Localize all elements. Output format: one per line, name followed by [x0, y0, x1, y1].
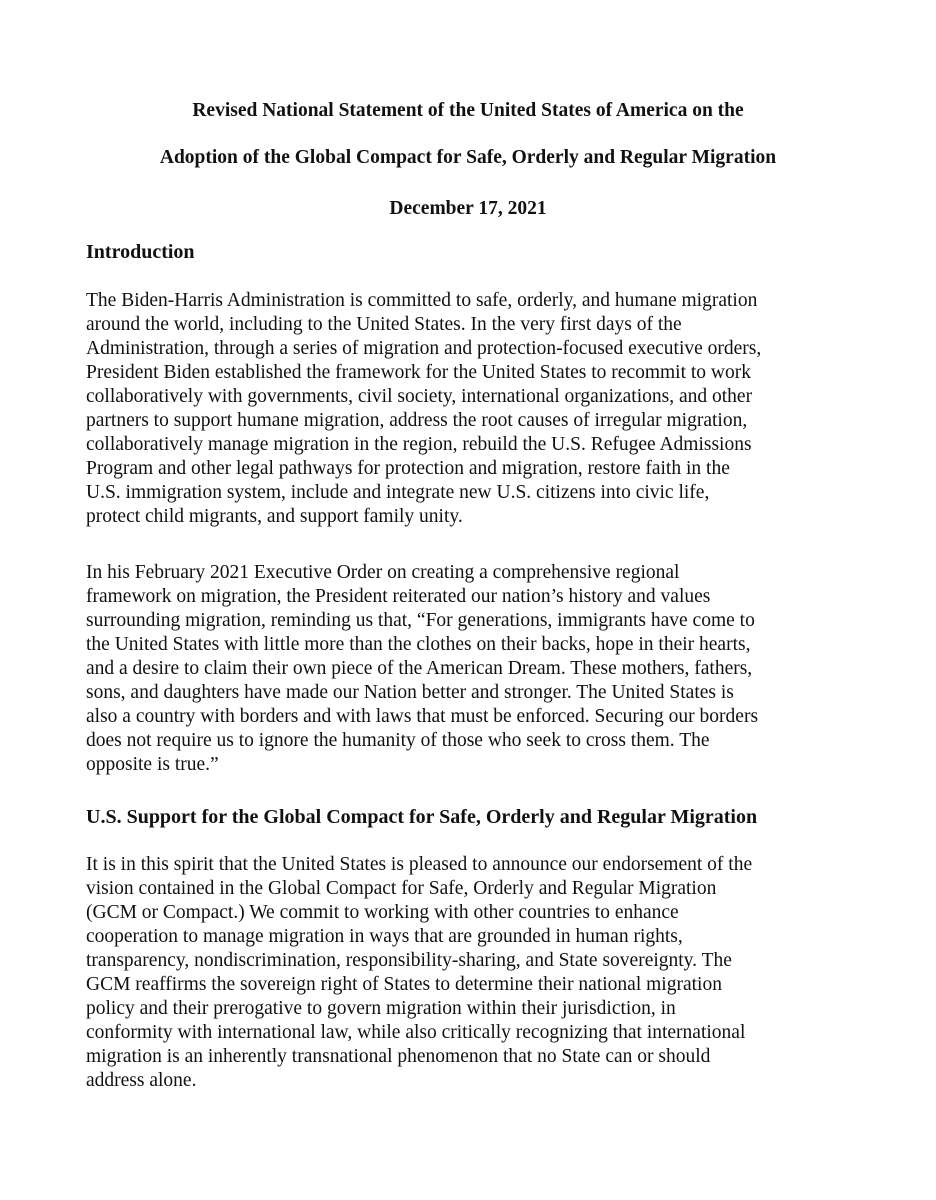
paragraph-intro-2 [86, 561, 886, 777]
paragraph-line: migration is an inherently transnational phenomenon that no State can or should [86, 1046, 711, 1067]
paragraph-line: sons, and daughters have made our Nation better and stronger. The United States is [86, 682, 734, 703]
paragraph-line: Program and other legal pathways for protection and migration, restore faith in the [86, 458, 730, 479]
paragraph-line: conformity with international law, while also critically recognizing that international [86, 1022, 746, 1043]
paragraph-line: address alone. [86, 1070, 197, 1091]
paragraph-line: surrounding migration, reminding us that, “For generations, immigrants have come to [86, 610, 755, 631]
paragraph-line: Administration, through a series of migration and protection-focused executive orders, [86, 338, 762, 359]
document-title-line-2: Adoption of the Global Compact for Safe, Orderly and Regular Migration [159, 147, 777, 168]
paragraph-line: U.S. immigration system, include and integrate new U.S. citizens into civic life, [86, 482, 710, 503]
paragraph-line: collaboratively manage migration in the region, rebuild the U.S. Refugee Admissions [86, 434, 752, 455]
paragraph-line: President Biden established the framework for the United States to recommit to work [86, 362, 752, 383]
paragraph-line: vision contained in the Global Compact for Safe, Orderly and Regular Migration [86, 878, 717, 899]
document-title-line-1: Revised National Statement of the United States of America on the [192, 100, 744, 121]
paragraph-line: around the world, including to the United States. In the very first days of the [86, 314, 682, 335]
paragraph-line: collaboratively with governments, civil society, international organizations, and other [86, 386, 753, 407]
paragraph-line: transparency, nondiscrimination, responsibility-sharing, and State sovereignty. The [86, 950, 732, 971]
paragraph-intro-1 [86, 289, 886, 529]
paragraph-line: policy and their prerogative to govern migration within their jurisdiction, in [86, 998, 676, 1019]
paragraph-line: cooperation to manage migration in ways that are grounded in human rights, [86, 926, 683, 947]
paragraph-line: partners to support humane migration, address the root causes of irregular migration, [86, 410, 748, 431]
paragraph-line: and a desire to claim their own piece of the American Dream. These mothers, fathers, [86, 658, 753, 679]
paragraph-line: In his February 2021 Executive Order on creating a comprehensive regional [86, 562, 680, 583]
paragraph-line: It is in this spirit that the United States is pleased to announce our endorsement of the [86, 854, 753, 875]
section-heading-us-support: U.S. Support for the Global Compact for Safe, Orderly and Regular Migration [86, 806, 758, 828]
paragraph-line: The Biden-Harris Administration is committed to safe, orderly, and humane migration [86, 290, 758, 311]
paragraph-line: (GCM or Compact.) We commit to working with other countries to enhance [86, 902, 679, 923]
paragraph-line: also a country with borders and with laws that must be enforced. Securing our borders [86, 706, 759, 727]
document-date: December 17, 2021 [389, 198, 547, 219]
paragraph-line: GCM reaffirms the sovereign right of States to determine their national migration [86, 974, 722, 995]
paragraph-line: does not require us to ignore the humanity of those who seek to cross them. The [86, 730, 710, 751]
paragraph-support-1 [86, 853, 886, 1093]
paragraph-line: framework on migration, the President reiterated our nation’s history and values [86, 586, 711, 607]
section-heading-introduction: Introduction [86, 241, 195, 263]
paragraph-line: the United States with little more than the clothes on their backs, hope in their hearts, [86, 634, 751, 655]
paragraph-line: protect child migrants, and support family unity. [86, 506, 463, 527]
paragraph-line: opposite is true.” [86, 754, 219, 775]
